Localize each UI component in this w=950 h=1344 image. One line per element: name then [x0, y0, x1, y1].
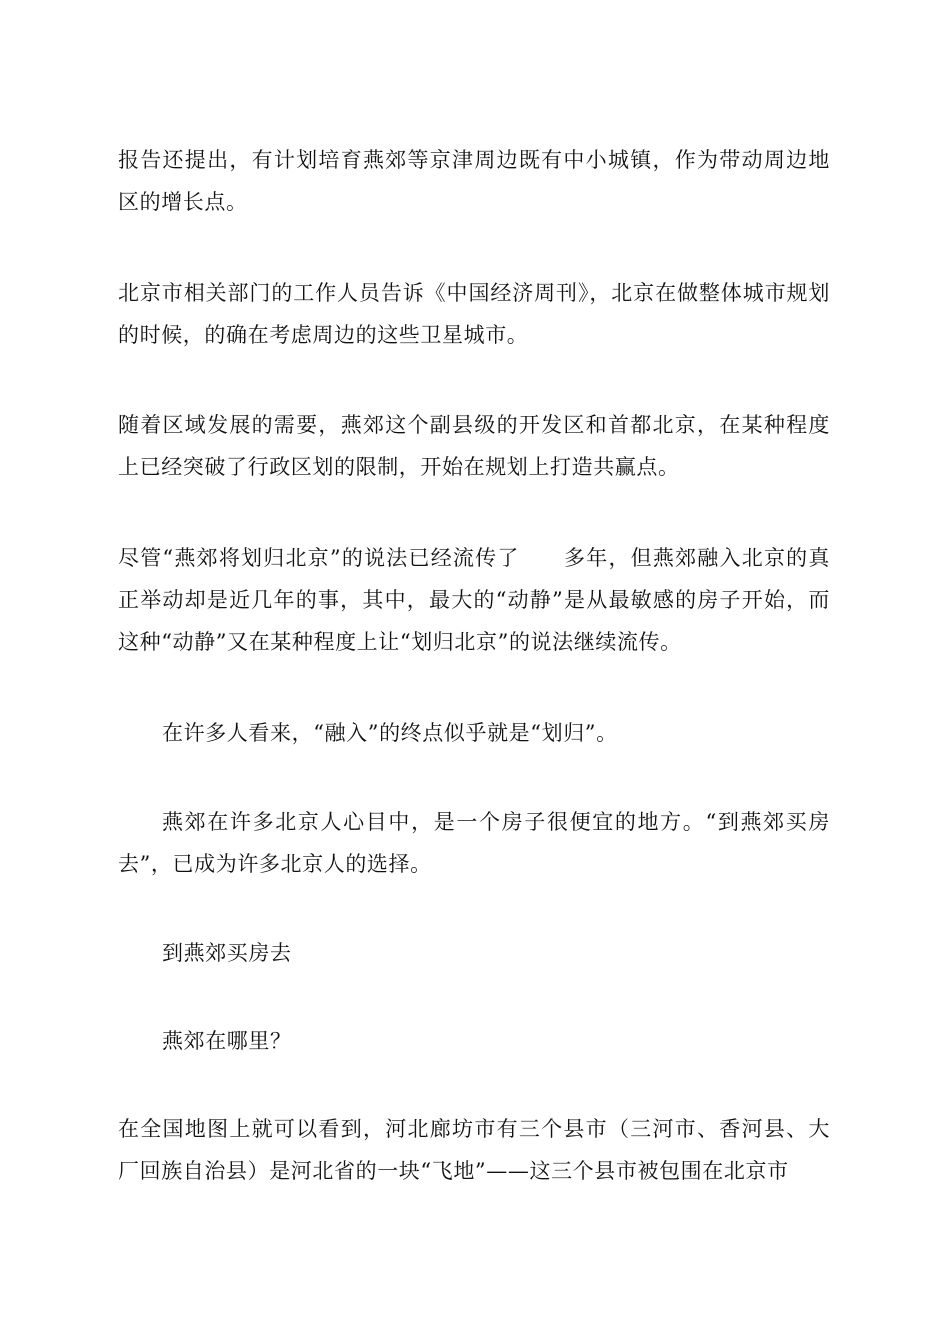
paragraph-integration: 尽管“燕郊将划归北京”的说法已经流传了 多年，但燕郊融入北京的真正举动却是近几年的事，其中，最大的“动静”是从最敏感的房子开始，而这种“动静”又在某种程度上让“划归北京”的说法继续流传。: [118, 546, 830, 654]
paragraph-endpoint: 在许多人看来，“融入”的终点似乎就是“划归”。: [162, 721, 618, 745]
section-heading-buy-house: 到燕郊买房去: [162, 941, 292, 965]
section-heading-where: 燕郊在哪里？: [162, 1029, 292, 1053]
paragraph-cheap-housing: 燕郊在许多北京人心目中，是一个房子很便宜的地方。“到燕郊买房去”，已成为许多北京人的选择。: [118, 810, 830, 876]
paragraph-report: 报告还提出，有计划培育燕郊等京津周边既有中小城镇，作为带动周边地区的增长点。: [118, 148, 830, 214]
paragraph-regional-development: 随着区域发展的需要，燕郊这个副县级的开发区和首都北京，在某种程度上已经突破了行政区划的限制，开始在规划上打造共赢点。: [118, 413, 830, 479]
paragraph-beijing-planning: 北京市相关部门的工作人员告诉《中国经济周刊》，北京在做整体城市规划的时候，的确在考虑周边的这些卫星城市。: [118, 281, 830, 347]
paragraph-enclave: 在全国地图上就可以看到，河北廊坊市有三个县市（三河市、香河县、大厂回族自治县）是河北省的一块“飞地”——这三个县市被包围在北京市: [118, 1117, 830, 1183]
